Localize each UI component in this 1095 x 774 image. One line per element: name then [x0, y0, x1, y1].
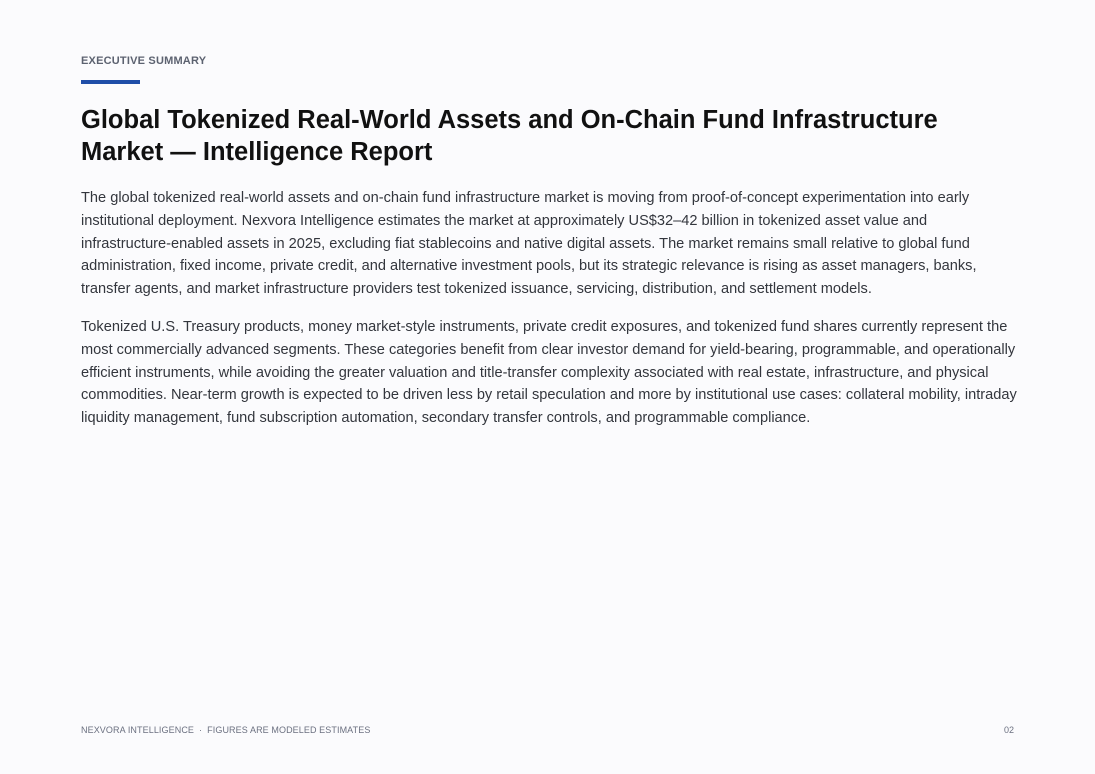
footer-separator: ·	[199, 725, 203, 735]
summary-paragraph-2: Tokenized U.S. Treasury products, money market-style instruments, private credit exposures, and tokenized fund shares currently represent the most commercially advanced segments. These categories benefit from clear investor demand for yield-bearing, programmable, and operationally efficient instruments, while avoiding the greater valuation and title-transfer complexity associated with real estate, infrastructure, and physical commodities. Near-term growth is expected to be driven less by retail speculation and more by institutional use cases: collateral mobility, intraday liquidity management, fund subscription automation, secondary transfer controls, and programmable compliance.	[81, 318, 1017, 427]
summary-paragraph-1: The global tokenized real-world assets and on-chain fund infrastructure market is moving from proof-of-concept experimentation into early institutional deployment. Nexvora Intelligence estimates the market at approximately US$32–42 billion in tokenized asset value and infrastructure-enabled assets in 2025, excluding fiat stablecoins and native digital assets. The market remains small relative to global fund administration, fixed income, private credit, and alternative investment pools, but its strategic relevance is rising as asset managers, banks, transfer agents, and market infrastructure providers test tokenized issuance, servicing, distribution, and settlement models.	[81, 190, 977, 298]
footer-note	[81, 725, 370, 735]
summary-body	[81, 187, 1017, 445]
page-title: Global Tokenized Real-World Assets and On-Chain Fund Infrastructure Market — Intelligence Report	[81, 106, 938, 166]
accent-bar	[81, 80, 140, 84]
section-eyebrow: EXECUTIVE SUMMARY	[81, 55, 207, 67]
footer-disclaimer: FIGURES ARE MODELED ESTIMATES	[207, 725, 371, 735]
footer-brand: NEXVORA INTELLIGENCE	[81, 725, 195, 735]
page-number: 02	[1003, 725, 1014, 735]
